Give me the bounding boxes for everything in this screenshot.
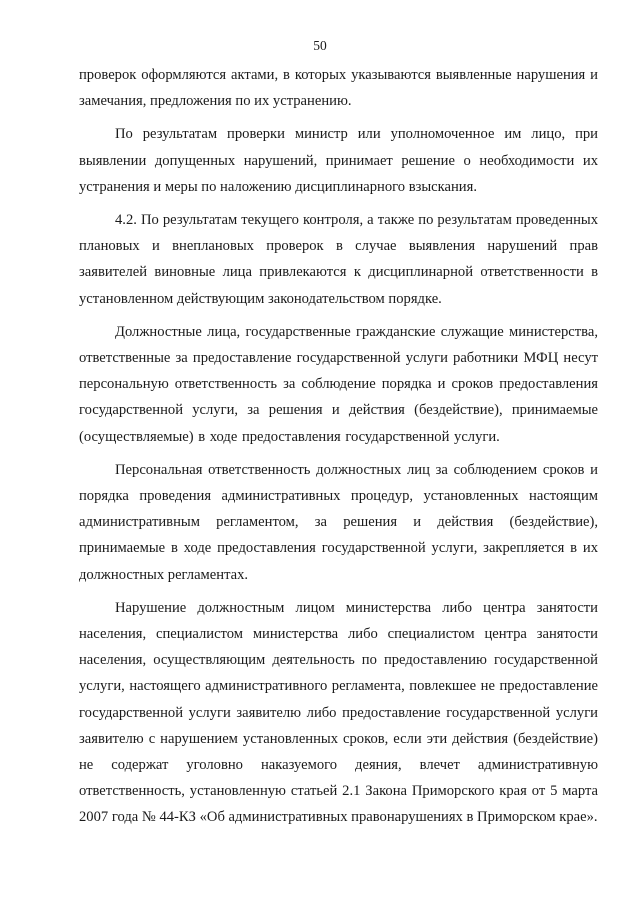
- document-body: [79, 62, 598, 838]
- paragraph-inspection-acts: проверок оформляются актами, в которых указываются выявленные нарушения и замечания, предложения по их устранению.: [79, 67, 598, 110]
- paragraph-officials-responsibility: Должностные лица, государственные гражданские служащие министерства, ответственные за предоставление государственной услуги работники МФЦ несут персональную ответственность за соблюдение порядка и сроков предоставления государственной услуги, за решения и действия (бездействие), принимаемые (осуществляемые) в ходе предоставления государственной услуги.: [79, 323, 598, 445]
- paragraph-inspection-results: По результатам проверки министр или уполномоченное им лицо, при выявлении допущенных нарушений, принимает решение о необходимости их устранения и меры по наложению дисциплинарного взыскания.: [79, 126, 598, 195]
- paragraph-violation-liability: Нарушение должностным лицом министерства либо центра занятости населения, специалистом министерства либо специалистом центра занятости населения, осуществляющим деятельность по предоставлению государственной услуги, настоящего административного регламента, повлекшее не предоставление государственной услуги заявителю либо предоставление государственной услуги заявителю с нарушением установленных сроков, если эти действия (бездействие) не содержат уголовно наказуемого деяния, влечет административную ответственность, установленную статьей 2.1 Закона Приморского края от 5 марта 2007 года № 44-КЗ «Об административных правонарушениях в Приморском крае».: [79, 599, 598, 826]
- paragraph-section-4-2: 4.2. По результатам текущего контроля, а также по результатам проведенных плановых и внеплановых проверок в случае выявления нарушений прав заявителей виновные лица привлекаются к дисциплинарной ответственности в установленном действующим законодательством порядке.: [79, 212, 598, 307]
- page-number: 50: [313, 38, 327, 53]
- paragraph-personal-responsibility: Персональная ответственность должностных лиц за соблюдением сроков и порядка проведения административных процедур, установленных настоящим административным регламентом, за решения и действия (бездействие), принимаемые в ходе предоставления государственной услуги, закрепляется в их должностных регламентах.: [79, 461, 598, 583]
